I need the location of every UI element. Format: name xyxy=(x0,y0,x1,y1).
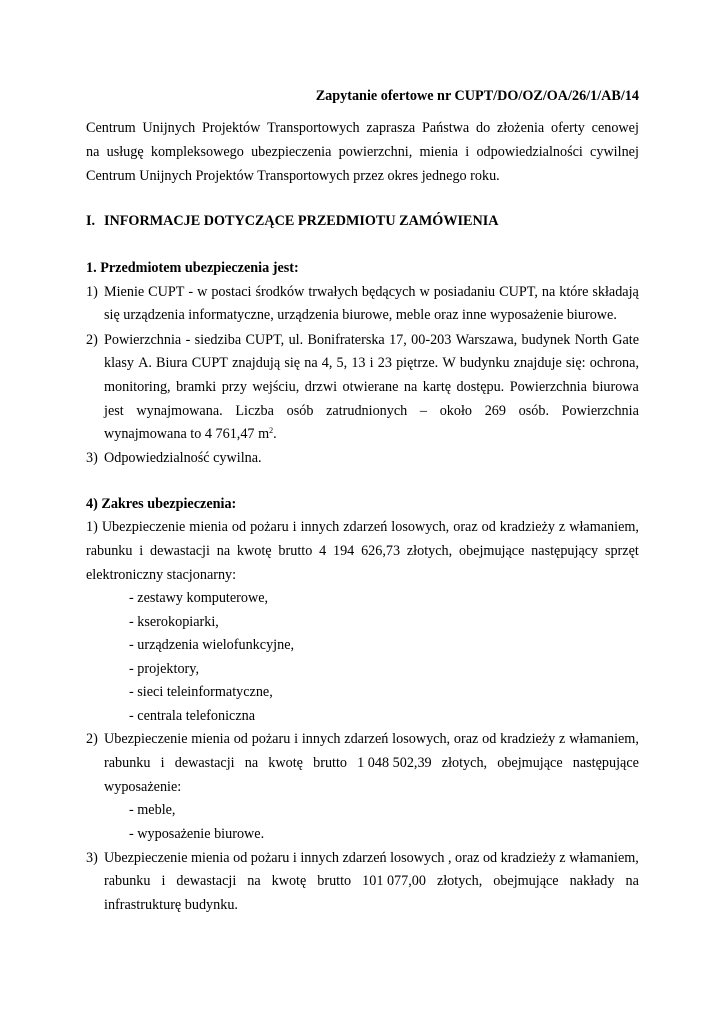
word: postaci xyxy=(211,284,252,300)
intro-line-3: Centrum Unijnych Projektów Transportowych przez okres jednego roku. xyxy=(86,168,500,184)
area-period: . xyxy=(273,426,277,442)
equipment-list-item: - centrala telefoniczna xyxy=(129,708,256,724)
scope-item-2-number: 2) xyxy=(86,731,98,747)
scope-item-3-line-1 xyxy=(104,849,639,867)
word: i xyxy=(292,850,297,866)
word: następujący xyxy=(531,543,599,559)
word: przy xyxy=(221,379,247,395)
subject-item-1-line-1 xyxy=(104,283,639,301)
word: CUPT xyxy=(191,355,228,371)
word: cenowej xyxy=(591,120,639,136)
word: odpowiedzialności xyxy=(476,144,583,160)
word: pożaru xyxy=(250,850,290,866)
word: środków xyxy=(255,284,305,300)
word: wynajmowana. xyxy=(136,403,223,419)
word: kwotę xyxy=(236,543,272,559)
word: zaprasza xyxy=(366,120,416,136)
equipment-list-item: - zestawy komputerowe, xyxy=(129,590,269,606)
word: od xyxy=(482,850,498,866)
word: kwotę xyxy=(268,755,303,771)
word: North xyxy=(574,332,608,348)
word: Ubezpieczenie xyxy=(104,850,188,866)
word: Powierzchnia xyxy=(509,379,587,395)
word: mienia xyxy=(191,850,230,866)
word: 269 xyxy=(484,403,506,419)
word: rabunku xyxy=(104,873,151,889)
word: wejściu, xyxy=(252,379,300,395)
word: mienia xyxy=(189,519,228,535)
word: rabunku xyxy=(104,755,151,771)
word: 5, xyxy=(336,355,348,371)
equipment-list-item: - urządzenia wielofunkcyjne, xyxy=(129,637,295,653)
word: budynek xyxy=(521,332,571,348)
word: na xyxy=(541,284,556,300)
word: 1) xyxy=(86,519,98,535)
word: budynku xyxy=(459,355,510,371)
word: losowych, xyxy=(392,731,451,747)
word: CUPT, xyxy=(245,332,285,348)
word: powierzchni, xyxy=(338,144,413,160)
subject-heading: 1. Przedmiotem ubezpieczenia jest: xyxy=(86,260,299,276)
word: Ubezpieczenie xyxy=(104,731,188,747)
word: na xyxy=(304,355,318,371)
word: w xyxy=(419,284,430,300)
word: złotych, xyxy=(441,755,488,771)
word: Państwa xyxy=(421,120,470,136)
word: dewastacji xyxy=(150,543,210,559)
subject-item-3-number: 3) xyxy=(86,450,98,466)
word: W xyxy=(442,355,456,371)
word: z xyxy=(559,731,566,747)
equipment-list-item: - kserokopiarki, xyxy=(129,614,219,630)
section-number: I. xyxy=(86,213,96,229)
word: jest xyxy=(104,403,124,419)
word: Transportowych xyxy=(267,120,360,136)
word: osób xyxy=(286,403,314,419)
scope-item-2-line-3: wyposażenie: xyxy=(104,779,182,795)
word: otwierane xyxy=(342,379,399,395)
word: składają xyxy=(592,284,639,300)
word: pożaru xyxy=(251,731,291,747)
word: na xyxy=(403,379,418,395)
word: A. xyxy=(138,355,152,371)
word: 00-203 xyxy=(411,332,452,348)
word: rabunku xyxy=(86,543,133,559)
word: nakłady xyxy=(569,873,615,889)
word: ubezpieczenia xyxy=(251,144,332,160)
word: obejmujące xyxy=(493,873,559,889)
word: trwałych xyxy=(308,284,358,300)
word: innych xyxy=(301,731,341,747)
scope-item-2-line-2 xyxy=(104,754,639,772)
word: osób. xyxy=(518,403,549,419)
word: włamaniem, xyxy=(569,731,639,747)
word: usługę xyxy=(106,144,144,160)
scope-item-3-number: 3) xyxy=(86,850,98,866)
word: Powierzchnia xyxy=(104,332,182,348)
word: Biura xyxy=(156,355,188,371)
word: od xyxy=(231,519,247,535)
word: innych xyxy=(300,519,340,535)
document-header: Zapytanie ofertowe nr CUPT/DO/OZ/OA/26/1/AB/14 xyxy=(315,88,639,104)
equipment-list-item: - sieci teleinformatyczne, xyxy=(129,684,273,700)
word: 194 xyxy=(332,543,355,559)
word: oferty xyxy=(550,120,585,136)
word: bramki xyxy=(176,379,217,395)
word: zdarzeń xyxy=(343,519,388,535)
word: 13 xyxy=(351,355,366,371)
word: mienia xyxy=(419,144,459,160)
furnishing-list-item: - wyposażenie biurowe. xyxy=(129,826,265,842)
scope-heading: 4) Zakres ubezpieczenia: xyxy=(86,496,237,512)
word: ochrona, xyxy=(589,355,639,371)
word: Centrum xyxy=(86,120,136,136)
word: około xyxy=(439,403,473,419)
word: Liczba xyxy=(235,403,274,419)
word: kartę xyxy=(422,379,452,395)
word: 101 077,00 xyxy=(362,873,426,889)
word: sprzęt xyxy=(604,543,639,559)
word: kompleksowego xyxy=(150,144,244,160)
word: Powierzchnia xyxy=(561,403,639,419)
word: innych xyxy=(300,850,339,866)
word: 626,73 xyxy=(361,543,401,559)
word: następujące xyxy=(572,755,639,771)
word: kwotę xyxy=(271,873,307,889)
subject-item-3-text: Odpowiedzialność cywilna. xyxy=(104,450,262,466)
word: piętrze. xyxy=(396,355,439,371)
intro-line-1 xyxy=(86,119,639,137)
word: biurowa xyxy=(592,379,639,395)
word: będących xyxy=(361,284,416,300)
subject-item-2-line-4 xyxy=(104,402,639,420)
furnishing-list-item: - meble, xyxy=(129,802,176,818)
scope-item-3-line-2 xyxy=(104,872,639,890)
word: brutto xyxy=(278,543,313,559)
word: Mienie xyxy=(104,284,145,300)
word: brutto xyxy=(317,873,352,889)
word: z xyxy=(559,850,566,866)
word: losowych, xyxy=(391,519,450,535)
word: od xyxy=(481,519,496,535)
word: ul. xyxy=(288,332,304,348)
word: drzwi xyxy=(304,379,338,395)
word: kradzieży xyxy=(500,850,556,866)
word: dostępu. xyxy=(456,379,505,395)
area-text: wynajmowana to 4 761,47 m xyxy=(104,426,270,442)
word: i xyxy=(292,519,297,535)
word: się: xyxy=(565,355,586,371)
scope-item-2-line-1 xyxy=(104,730,639,748)
word: mienia xyxy=(191,731,230,747)
scope-item-1-line-1 xyxy=(86,518,639,536)
word: w xyxy=(197,284,208,300)
word: znajdują xyxy=(232,355,281,371)
word: znajduje xyxy=(513,355,562,371)
subject-item-2-line-5 xyxy=(104,425,277,443)
word: Projektów xyxy=(202,120,261,136)
word: oraz xyxy=(453,519,478,535)
word: włamaniem, xyxy=(569,850,639,866)
word: kradzieży xyxy=(500,731,556,747)
word: - xyxy=(185,332,191,348)
word: na xyxy=(244,755,259,771)
word: 4 xyxy=(319,543,327,559)
word: 17, xyxy=(389,332,407,348)
word: i xyxy=(465,144,470,160)
word: i xyxy=(161,873,166,889)
subject-item-1-line-2: się urządzenia informatyczne, urządzenia biurowe, meble oraz inne wyposażenie biurowe. xyxy=(104,307,617,323)
section-title: INFORMACJE DOTYCZĄCE PRZEDMIOTU ZAMÓWIENIA xyxy=(104,213,499,229)
word: zdarzeń xyxy=(342,850,387,866)
scope-item-1-line-3: elektroniczny stacjonarny: xyxy=(86,567,237,583)
word: od xyxy=(233,731,248,747)
word: Unijnych xyxy=(142,120,196,136)
word: które xyxy=(559,284,589,300)
word: złotych, xyxy=(406,543,453,559)
word: monitoring, xyxy=(104,379,171,395)
word: na xyxy=(216,543,231,559)
word: i xyxy=(139,543,144,559)
subject-item-1-number: 1) xyxy=(86,284,98,300)
word: 4, xyxy=(321,355,333,371)
word: i xyxy=(369,355,374,371)
word: posiadaniu xyxy=(433,284,496,300)
word: Ubezpieczenie xyxy=(101,519,186,535)
word: obejmujące xyxy=(458,543,525,559)
word: CUPT xyxy=(148,284,185,300)
word: zatrudnionych xyxy=(326,403,408,419)
scope-item-3-line-3: infrastrukturę budynku. xyxy=(104,897,238,913)
word: na xyxy=(247,873,261,889)
scope-item-1-line-2 xyxy=(86,542,639,560)
word: 23 xyxy=(377,355,392,371)
intro-line-2 xyxy=(86,143,639,161)
word: - xyxy=(188,284,194,300)
word: się xyxy=(284,355,301,371)
word: , xyxy=(447,850,452,866)
word: 1 048 502,39 xyxy=(357,755,432,771)
word: na xyxy=(86,144,100,160)
equipment-list-item: - projektory, xyxy=(129,661,199,677)
word: złożenia xyxy=(496,120,545,136)
word: złotych, xyxy=(436,873,483,889)
word: Warszawa, xyxy=(455,332,518,348)
word: Gate xyxy=(612,332,639,348)
subject-item-2-line-1 xyxy=(104,331,639,349)
word: siedziba xyxy=(194,332,242,348)
word: obejmujące xyxy=(497,755,563,771)
word: od xyxy=(482,731,497,747)
word: CUPT, xyxy=(499,284,538,300)
word: klasy xyxy=(104,355,134,371)
word: i xyxy=(160,755,165,771)
word: z xyxy=(558,519,566,535)
word: do xyxy=(476,120,491,136)
word: dewastacji xyxy=(176,873,237,889)
word: zdarzeń xyxy=(344,731,389,747)
word: Bonifraterska xyxy=(307,332,385,348)
word: pożaru xyxy=(250,519,289,535)
subject-item-2-line-2 xyxy=(104,354,639,372)
subject-item-2-line-3 xyxy=(104,378,639,396)
word: oraz xyxy=(453,731,479,747)
word: od xyxy=(233,850,248,866)
word: brutto xyxy=(313,755,348,771)
square-superscript: 2 xyxy=(269,426,274,435)
subject-item-2-number: 2) xyxy=(86,332,98,348)
word: włamaniem, xyxy=(569,519,639,535)
word: – xyxy=(419,403,428,419)
word: kradzieży xyxy=(499,519,555,535)
word: oraz xyxy=(455,850,480,866)
word: losowych xyxy=(390,850,445,866)
word: dewastacji xyxy=(174,755,235,771)
word: cywilnej xyxy=(590,144,639,160)
word: i xyxy=(294,731,299,747)
word: na xyxy=(625,873,639,889)
